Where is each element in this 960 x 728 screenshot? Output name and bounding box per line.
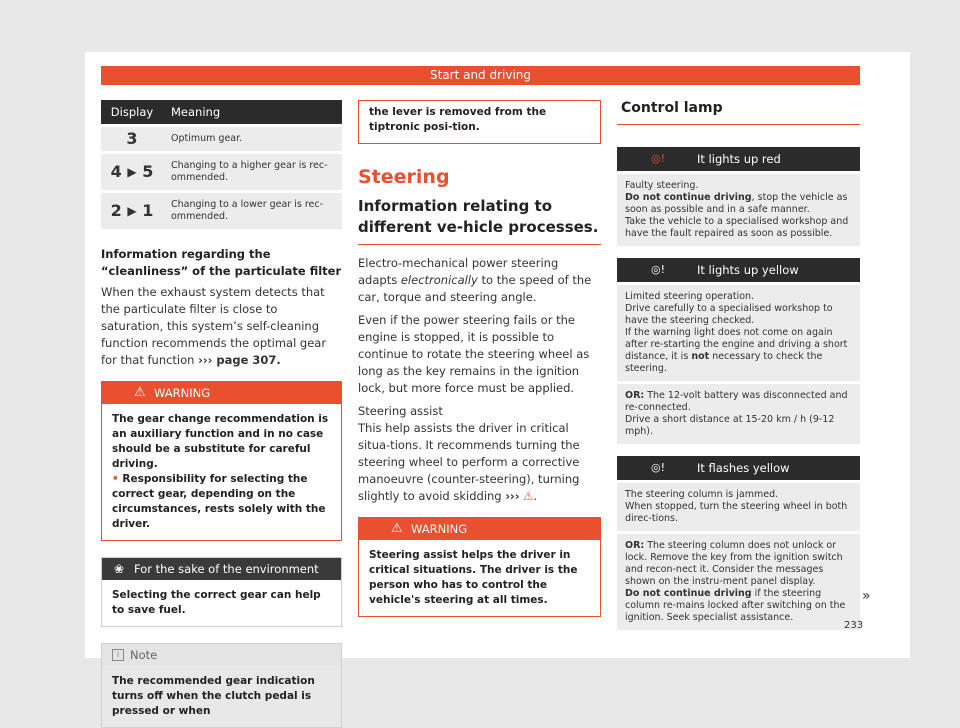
steering-wheel-warning-icon: ◎! [651, 461, 666, 474]
para-emphasis: electronically [400, 273, 478, 287]
para-text: Electro-mechanical power steering adapts [358, 256, 559, 287]
section-heading: Information regarding the “cleanliness” of the particulate filter [101, 247, 342, 278]
body-text [358, 255, 601, 306]
lamp-text: If the warning light does not come on again after re-starting the engine and driving a short distance, it is [625, 327, 848, 362]
page-header: Start and driving [101, 66, 860, 85]
warning-text: Steering assist helps the driver in critical situations. The driver is the person who has to control the vehicle's steering at all times. [369, 549, 578, 606]
body-text [101, 284, 342, 369]
bold-text: Do not continue driving [625, 588, 752, 599]
steering-wheel-warning-icon: ◎! [651, 152, 666, 165]
lamp-description [617, 483, 860, 531]
gear-meaning: Changing to a higher gear is rec-ommended. [163, 154, 342, 190]
gear-to: 1 [142, 200, 154, 220]
body-text: Even if the power steering fails or the engine is stopped, it is possible to continue to rotate the steering wheel as long as the key remains in the ignition lock, but more force must be applied. [358, 313, 590, 395]
warning-triangle-icon: ⚠ [523, 489, 534, 503]
table-row [101, 193, 342, 229]
lamp-line [625, 540, 852, 588]
lamp-header-text: It lights up red [697, 152, 781, 166]
lamp-line: Limited steering operation. [625, 291, 755, 302]
lamp-line [625, 192, 852, 216]
lamp-header-yellow [617, 258, 860, 282]
bold-text: Do not continue driving [625, 192, 752, 203]
lamp-text: if the steering column re-mains locked after switching on the ignition. Seek specialist assistance. [625, 588, 846, 623]
warning-text: The gear change recommendation is an auxiliary function and in no case should be a substitute for careful driving. [112, 413, 329, 470]
table-row [101, 127, 342, 151]
note-header [102, 644, 341, 666]
lamp-line: Drive carefully to a specialised workshop to have the steering checked. [625, 303, 833, 326]
gear-table [101, 97, 342, 232]
gear-display: 3 [101, 127, 163, 151]
warning-header [359, 518, 600, 540]
page-number: 233 [844, 620, 864, 631]
environment-title: For the sake of the environment [134, 562, 319, 576]
gear-display [101, 193, 163, 229]
column-2 [358, 100, 601, 617]
warning-continuation-text: the lever is removed from the tiptronic posi-tion. [369, 106, 547, 133]
table-row [101, 154, 342, 190]
bullet-icon: • [112, 473, 119, 485]
warning-title: WARNING [154, 386, 211, 400]
lamp-line [625, 588, 852, 624]
lamp-text: , stop the vehicle as soon as possible and in a safe manner. [625, 192, 848, 215]
para-text: When the exhaust system detects that the particulate filter is close to saturation, this system’s self-cleaning function recommends the optimal gear for that function [101, 285, 327, 367]
control-lamp-title: Control lamp [617, 100, 860, 125]
environment-header [102, 558, 341, 580]
lamp-description [617, 384, 860, 444]
section-subtitle: Information relating to different ve-hicle processes. [358, 196, 601, 245]
bold-text: not [691, 351, 710, 362]
lamp-line: When stopped, turn the steering wheel in both direc-tions. [625, 501, 848, 524]
lamp-header-text: It lights up yellow [697, 263, 799, 277]
warning-box [358, 517, 601, 617]
lamp-header-text: It flashes yellow [697, 461, 790, 475]
lamp-line [625, 327, 852, 375]
warning-body [102, 404, 341, 540]
gear-meaning: Changing to a lower gear is rec-ommended. [163, 193, 342, 229]
column-1 [101, 100, 342, 728]
lamp-header-red [617, 147, 860, 171]
gear-to: 5 [142, 161, 154, 181]
warning-link[interactable]: ››› [505, 489, 520, 503]
warning-bullet-item [112, 472, 331, 532]
lamp-line [625, 390, 852, 414]
warning-triangle-icon: ⚠ [134, 385, 146, 400]
warning-triangle-icon: ⚠ [391, 521, 403, 536]
body-text: This help assists the driver in critical situa-tions. It recommends turning the steering wheel to perform a corrective manoeuvre (counter-steering), turning slightly to avoid skidding ››› ⚠. [358, 421, 580, 503]
continue-marker: » [862, 588, 871, 604]
lamp-line: Take the vehicle to a specialised workshop and have the fault repaired as soon as possible. [625, 216, 849, 239]
table-header-meaning: Meaning [163, 100, 342, 124]
arrow-right-icon: ▶ [127, 203, 137, 218]
lamp-line: Faulty steering. [625, 180, 699, 191]
bold-text: OR: [625, 390, 645, 401]
lamp-text: The 12-volt battery was disconnected and re-connected. [625, 390, 848, 413]
flower-icon: ❀ [114, 562, 125, 576]
warning-title: WARNING [411, 522, 468, 536]
warning-box [101, 381, 342, 541]
note-text: The recommended gear indication turns off when the clutch pedal is pressed or when [112, 675, 315, 717]
steering-wheel-warning-icon: ◎! [651, 263, 666, 276]
page-link[interactable]: ››› page 307. [198, 353, 281, 367]
table-header-display: Display [101, 100, 163, 124]
lamp-header-flashing [617, 456, 860, 480]
gear-display [101, 154, 163, 190]
note-box [101, 643, 342, 728]
lamp-text: The steering column does not unlock or lock. Remove the key from the ignition switch and recon-nect it. Consider the messages shown on the instru-ment panel display. [625, 540, 843, 587]
warning-bullet-text: Responsibility for selecting the correct gear, depending on the circumstances, rests solely with the driver. [112, 473, 326, 530]
subheading: Steering assist [358, 404, 443, 418]
para-text: to the speed of the car, torque and steering angle. [358, 273, 592, 304]
arrow-right-icon: ▶ [127, 164, 137, 179]
environment-text: Selecting the correct gear can help to save fuel. [112, 589, 321, 616]
warning-continuation [358, 100, 601, 144]
gear-from: 4 [110, 161, 122, 181]
bold-text: OR: [625, 540, 645, 551]
table-header-row [101, 100, 342, 124]
lamp-line: The steering column is jammed. [625, 489, 779, 500]
para-text: This help assists the driver in critical situa-tions. It recommends turning the steering wheel to perform a corrective manoeuvre (counter-steering), turning slightly to avoid skidding [358, 421, 580, 503]
lamp-text: necessary to check the steering. [625, 351, 823, 374]
column-3 [617, 100, 860, 630]
section-title: Steering [358, 166, 450, 188]
gear-from: 2 [110, 200, 122, 220]
lamp-description [617, 285, 860, 381]
environment-box [101, 557, 342, 627]
lamp-line: Drive a short distance at 15-20 km / h (9-12 mph). [625, 414, 835, 437]
lamp-description [617, 174, 860, 246]
note-title: Note [130, 648, 158, 662]
lamp-description [617, 534, 860, 630]
info-icon: i [112, 649, 124, 661]
warning-header [102, 382, 341, 404]
gear-meaning: Optimum gear. [163, 127, 342, 151]
